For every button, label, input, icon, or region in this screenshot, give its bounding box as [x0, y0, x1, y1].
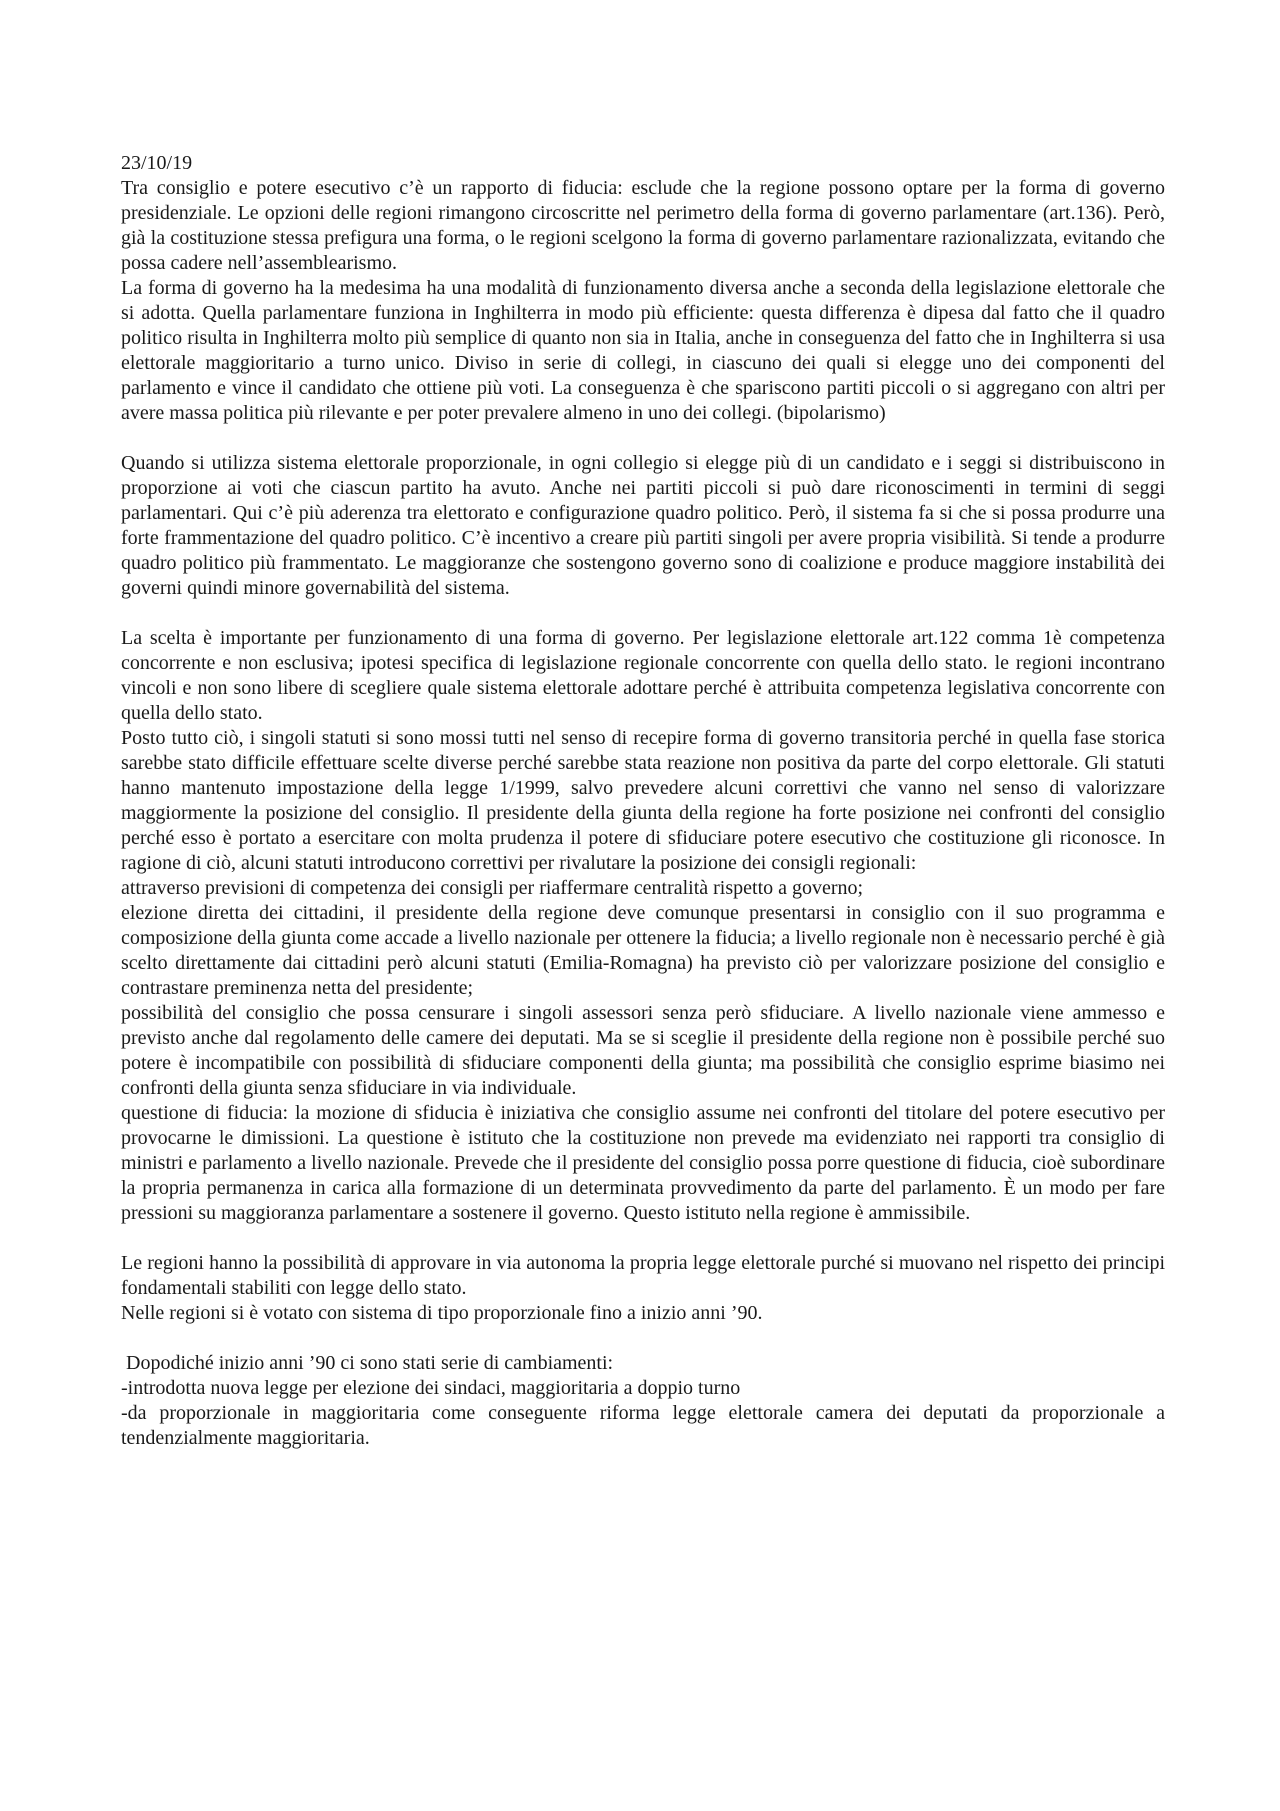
list-item-sindaci: -introdotta nuova legge per elezione dei sindaci, maggioritaria a doppio turno: [121, 1377, 741, 1399]
spacer: [121, 601, 1165, 626]
paragraph-competenza: attraverso previsioni di competenza dei consigli per riaffermare centralità rispetto a governo;: [121, 877, 864, 899]
paragraph-forma-governo: La forma di governo ha la medesima ha una modalità di funzionamento diversa anche a seconda della legislazione elettorale che si adotta. Quella parlamentare funziona in Inghilterra in modo più efficiente: questa differenza è dipesa dal fatto che il quadro politico risulta in Inghilterra molto più semplice di quanto non sia in Italia, anche in conseguenza del fatto che in Inghilterra si usa elettorale maggioritario a turno unico. Diviso in serie di collegi, in ciascuno dei quali si elegge uno dei componenti del parlamento e vince il candidato che ottiene più voti. La conseguenza è che spariscono partiti piccoli o si aggregano con altri per avere massa politica più rilevante e per poter prevalere almeno in uno dei collegi. (bipolarismo): [121, 277, 1165, 424]
paragraph-anni-90: Nelle regioni si è votato con sistema di tipo proporzionale fino a inizio anni ’90.: [121, 1302, 763, 1324]
paragraph-elezione-diretta: elezione diretta dei cittadini, il presidente della regione deve comunque presentarsi in consiglio con il suo programma e composizione della giunta come accade a livello nazionale per ottenere la fiducia; a livello regionale non è necessario perché è già scelto direttamente dai cittadini però alcuni statuti (Emilia-Romagna) ha previsto ciò per valorizzare posizione del consiglio e contrastare preminenza netta del presidente;: [121, 902, 1165, 999]
paragraph-fiducia: Tra consiglio e potere esecutivo c’è un rapporto di fiducia: esclude che la regione possono optare per la forma di governo presidenziale. Le opzioni delle regioni rimangono circoscritte nel perimetro della forma di governo parlamentare (art.136). Però, già la costituzione stessa prefigura una forma, o le regioni scelgono la forma di governo parlamentare razionalizzata, evitando che possa cadere nell’assemblearismo.: [121, 177, 1165, 274]
paragraph-questione-fiducia: questione di fiducia: la mozione di sfiducia è iniziativa che consiglio assume nei confronti del titolare del potere esecutivo per provocarne le dimissioni. La questione è istituto che la costituzione non prevede ma evidenziato nei rapporti tra consiglio di ministri e parlamento a livello nazionale. Prevede che il presidente del consiglio possa porre questione di fiducia, cioè subordinare la propria permanenza in carica alla formazione di un determinata provvedimento da parte del parlamento. È un modo per fare pressioni su maggioranza parlamentare a sostenere il governo. Questo istituto nella regione è ammissibile.: [121, 1102, 1165, 1224]
paragraph-scelta: La scelta è importante per funzionamento di una forma di governo. Per legislazione elettorale art.122 comma 1è competenza concorrente e non esclusiva; ipotesi specifica di legislazione regionale concorrente con quella dello stato. le regioni incontrano vincoli e non sono libere di scegliere quale sistema elettorale adottare perché è attribuita competenza legislativa concorrente con quella dello stato.: [121, 627, 1165, 724]
list-item-riforma: -da proporzionale in maggioritaria come conseguente riforma legge elettorale camera dei deputati da proporzionale a tendenzialmente maggioritaria.: [121, 1402, 1165, 1449]
paragraph-proporzionale: Quando si utilizza sistema elettorale proporzionale, in ogni collegio si elegge più di un candidato e i seggi si distribuiscono in proporzione ai voti che ciascun partito ha avuto. Anche nei partiti piccoli si può dare riconoscimenti in termini di seggi parlamentari. Qui c’è più aderenza tra elettorato e configurazione quadro politico. Però, il sistema fa si che si possa produrre una forte frammentazione del quadro politico. C’è incentivo a creare più partiti singoli per avere propria visibilità. Si tende a produrre quadro politico più frammentato. Le maggioranze che sostengono governo sono di coalizione e produce maggiore instabilità dei governi quindi minore governabilità del sistema.: [121, 452, 1165, 599]
spacer: [121, 1226, 1165, 1251]
spacer: [121, 426, 1165, 451]
paragraph-cambiamenti: Dopodiché inizio anni ’90 ci sono stati serie di cambiamenti:: [121, 1352, 614, 1374]
spacer: [121, 1326, 1165, 1351]
date-heading: 23/10/19: [121, 152, 193, 174]
paragraph-statuti: Posto tutto ciò, i singoli statuti si sono mossi tutti nel senso di recepire forma di governo transitoria perché in quella fase storica sarebbe stato difficile effettuare scelte diverse perché sarebbe stata reazione non positiva da parte del corpo elettorale. Gli statuti hanno mantenuto impostazione della legge 1/1999, salvo prevedere alcuni correttivi che vanno nel senso di valorizzare maggiormente la posizione del consiglio. Il presidente della giunta della regione ha forte posizione nei confronti del consiglio perché esso è portato a esercitare con molta prudenza il potere di sfiduciare potere esecutivo che costituzione gli riconosce. In ragione di ciò, alcuni statuti introducono correttivi per rivalutare la posizione dei consigli regionali:: [121, 727, 1165, 874]
paragraph-censura: possibilità del consiglio che possa censurare i singoli assessori senza però sfiduciare. A livello nazionale viene ammesso e previsto anche dal regolamento delle camere dei deputati. Ma se si sceglie il presidente della regione non è possibile perché suo potere è incompatibile con possibilità di sfiduciare componenti della giunta; ma possibilità che consiglio esprime biasimo nei confronti della giunta senza sfiduciare in via individuale.: [121, 1002, 1165, 1099]
paragraph-legge-elettorale: Le regioni hanno la possibilità di approvare in via autonoma la propria legge elettorale purché si muovano nel rispetto dei principi fondamentali stabiliti con legge dello stato.: [121, 1252, 1165, 1299]
document-page: [121, 151, 1165, 1451]
